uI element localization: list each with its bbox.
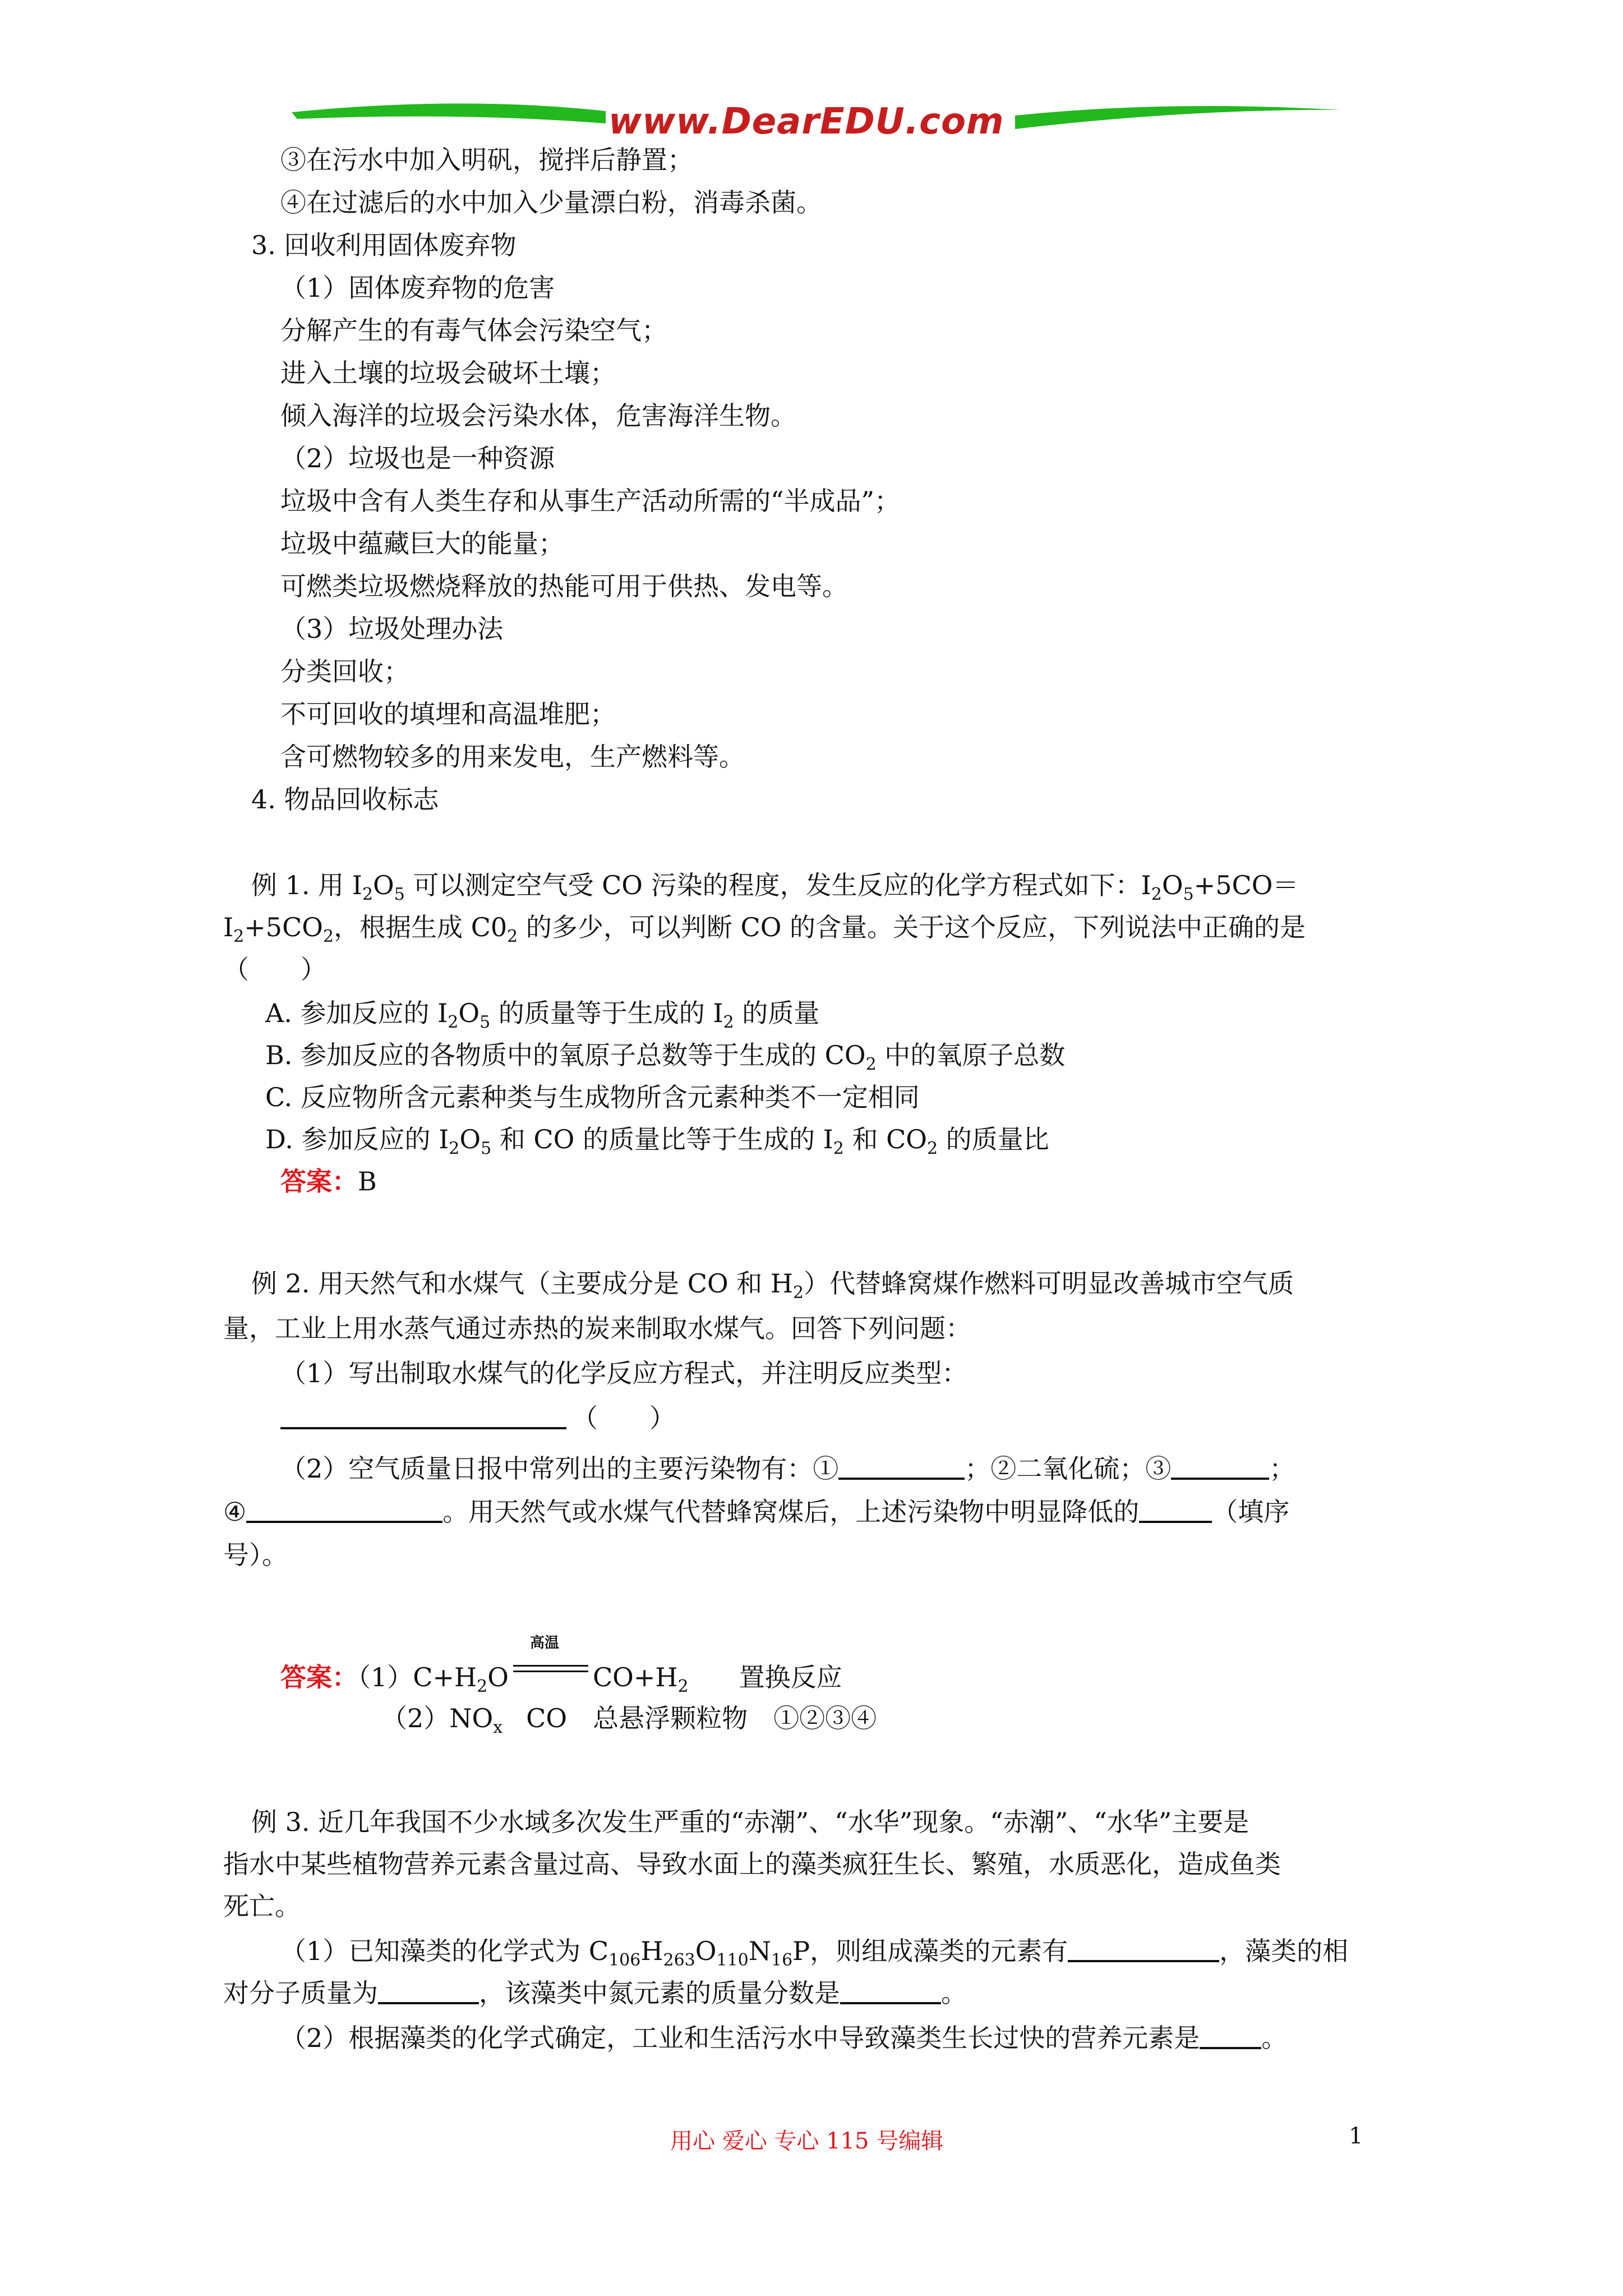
text-line: 分解产生的有毒气体会污染空气； <box>280 315 667 346</box>
text-line: 垃圾中含有人类生存和从事生产活动所需的“半成品”； <box>280 486 901 516</box>
option-a: A. 参加反应的 $I_2O_5$ 的质量等于生成的 $I_2$ 的质量 <box>265 998 820 1032</box>
question-2-2: （2）空气质量日报中常列出的主要污染物有：① ；②二氧化硫；③ ； <box>280 1453 1295 1484</box>
section-heading: 4. 物品回收标志 <box>251 784 439 815</box>
example-1-line-2: $I_2+5CO_2$，根据生成 $C0_2$ 的多少，可以判断 CO 的含量。关于这个反应，下列说法中正确的是 <box>223 912 1306 946</box>
answer-1: 答案：B <box>280 1166 377 1197</box>
answer-line-2-1: （ ） <box>280 1405 675 1431</box>
question-3-1-cont: 对分子质量为 ，该藻类中氮元素的质量分数是 。 <box>223 1978 967 2008</box>
fill-blank[interactable] <box>280 1427 566 1429</box>
example-3-line-3: 死亡。 <box>223 1891 301 1921</box>
fill-blank[interactable] <box>840 2002 941 2004</box>
fill-blank[interactable] <box>246 1521 442 1523</box>
answer-paren: （ ） <box>223 954 326 984</box>
example-2-line-2: 量，工业上用水蒸气通过赤热的炭来制取水煤气。回答下列问题： <box>223 1313 971 1343</box>
fill-blank[interactable] <box>1200 2047 1261 2049</box>
question-3-1: （1）已知藻类的化学式为 $C_{106}H_{263}O_{110}N_{16}P$，则组成藻类的元素有 ，藻类的相 <box>280 1936 1349 1970</box>
fill-blank[interactable] <box>838 1478 965 1480</box>
text-line: 进入土壤的垃圾会破坏土壤； <box>280 358 616 388</box>
fill-blank[interactable] <box>1068 1960 1219 1962</box>
text-line: 垃圾中蕴藏巨大的能量； <box>280 528 564 559</box>
text-line: 分类回收； <box>280 656 409 687</box>
brand-wordmark[interactable]: www.DearEDU.com <box>608 101 1004 142</box>
fill-blank[interactable] <box>1139 1521 1212 1523</box>
example-2-line-1: 例 2. 用天然气和水煤气（主要成分是 CO 和 $H_2$）代替蜂窝煤作燃料可明显改善城市空气质 <box>251 1268 1294 1303</box>
option-b: B. 参加反应的各物质中的氧原子总数等于生成的 $CO_2$ 中的氧原子总数 <box>265 1040 1066 1074</box>
subsection-heading: （2）垃圾也是一种资源 <box>280 443 555 473</box>
answer-2-2: $(2)NO_x$ CO 总悬浮颗粒物 ①②③④ <box>381 1703 877 1737</box>
fill-blank[interactable] <box>1171 1478 1269 1480</box>
answer-label: 答案： <box>280 1166 358 1197</box>
option-d: D. 参加反应的 $I_2O_5$ 和 CO 的质量比等于生成的 $I_2$ 和 $CO_2$ 的质量比 <box>265 1124 1049 1158</box>
footer-text: 用心 爱心 专心 115 号编辑 <box>670 2128 944 2154</box>
text-line: 倾入海洋的垃圾会污染水体，危害海洋生物。 <box>280 401 796 431</box>
example-3-line-1: 例 3. 近几年我国不少水域多次发生严重的“赤潮”、“水华”现象。“赤潮”、“水华”主要是 <box>251 1807 1249 1837</box>
subsection-heading: （1）固体废弃物的危害 <box>280 273 555 303</box>
text-line: 可燃类垃圾燃烧释放的热能可用于供热、发电等。 <box>280 571 848 601</box>
question-3-2: （2）根据藻类的化学式确定，工业和生活污水中导致藻类生长过快的营养元素是 。 <box>280 2023 1288 2053</box>
page-number: 1 <box>1349 2123 1363 2149</box>
question-2-2-end: 号）。 <box>223 1540 288 1570</box>
section-heading: 3. 回收利用固体废弃物 <box>251 230 517 260</box>
text-line: ④在过滤后的水中加入少量漂白粉，消毒杀菌。 <box>280 187 822 218</box>
fill-blank[interactable] <box>378 2002 479 2004</box>
text-line: ③在污水中加入明矾，搅拌后静置； <box>280 145 693 175</box>
banner-stroke-right <box>1015 106 1340 129</box>
text-line: 含可燃物较多的用来发电，生产燃料等。 <box>280 742 745 772</box>
answer-2-1: 答案：$(1)C+H_2O$ 高温 $CO+H_2$ 置换反应 <box>280 1635 842 1696</box>
reaction-condition-arrow: 高温 <box>509 1660 593 1686</box>
question-2-1: （1）写出制取水煤气的化学反应方程式，并注明反应类型： <box>280 1358 968 1388</box>
text-line: 不可回收的填埋和高温堆肥； <box>280 699 616 729</box>
answer-label: 答案： <box>280 1662 358 1692</box>
example-3-line-2: 指水中某些植物营养元素含量过高、导致水面上的藻类疯狂生长、繁殖，水质恶化，造成鱼类 <box>223 1849 1281 1879</box>
example-1-line-1: 例 1. 用 $I_2O_5$ 可以测定空气受 CO 污染的程度，发生反应的化学方程式如下：$I_2O_5+5CO=$ <box>251 870 1299 904</box>
question-2-2-cont: ④ 。用天然气或水煤气代替蜂窝煤后，上述污染物中明显降低的 （填序 <box>223 1497 1290 1527</box>
banner-stroke-left <box>292 103 606 123</box>
subsection-heading: （3）垃圾处理办法 <box>280 614 504 644</box>
option-c: C. 反应物所含元素种类与生成物所含元素种类不一定相同 <box>265 1082 920 1112</box>
